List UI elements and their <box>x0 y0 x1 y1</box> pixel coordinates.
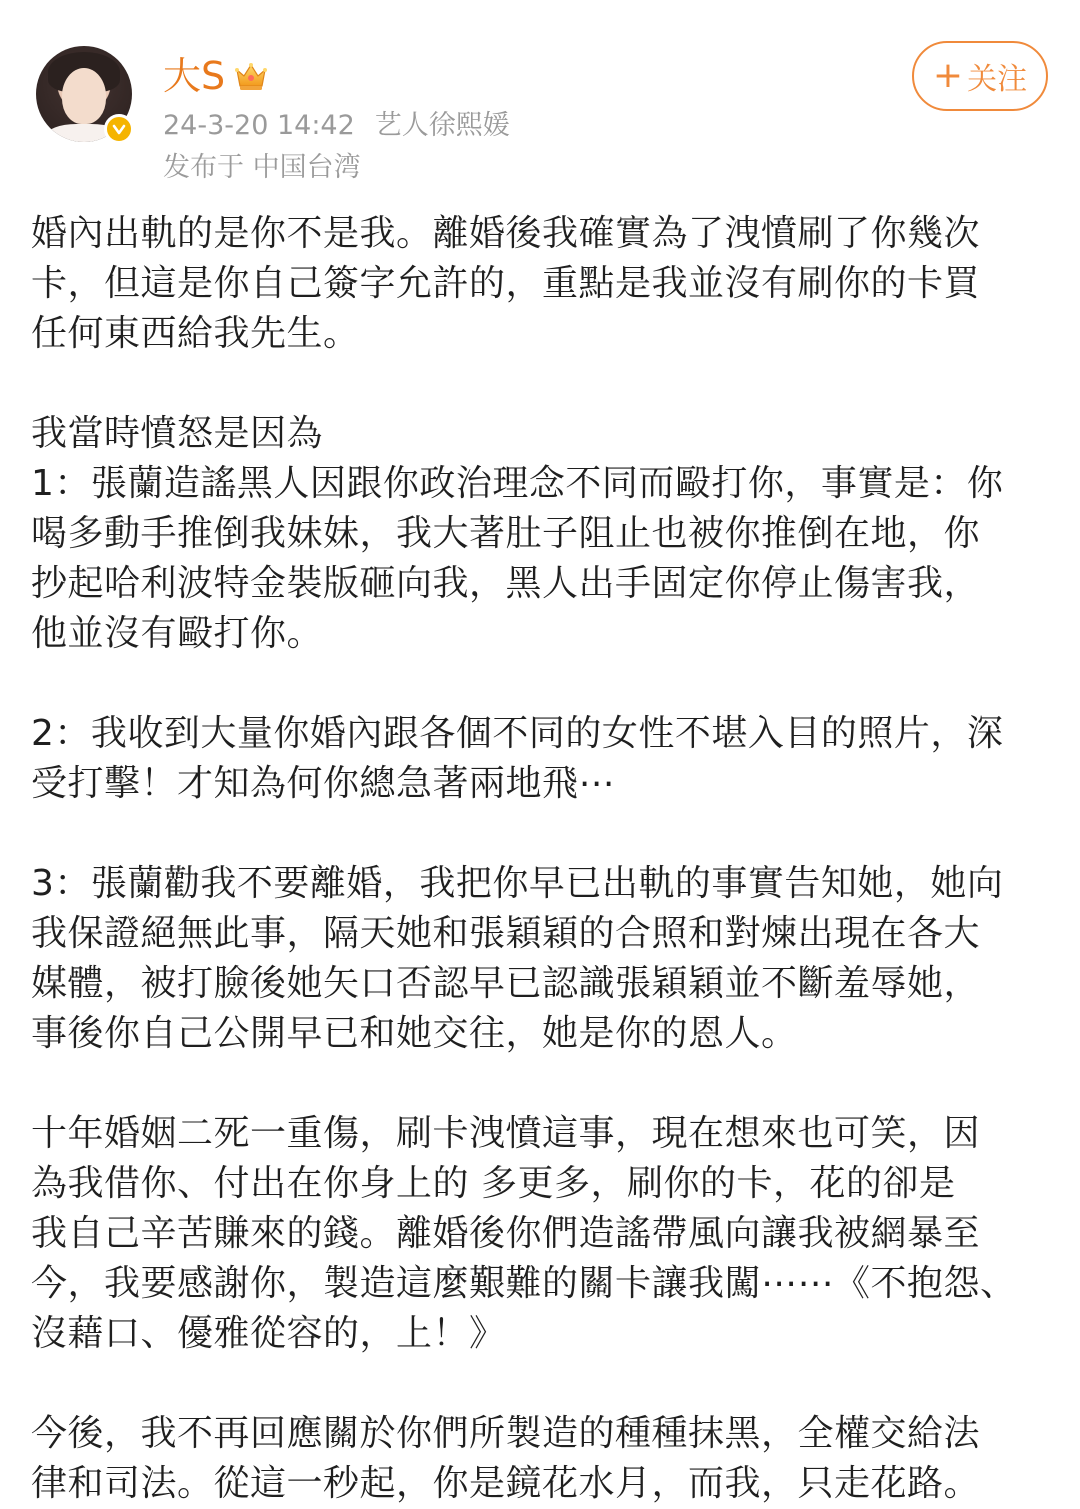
follow-button[interactable] <box>912 41 1048 111</box>
author-title: 艺人徐熙媛 <box>374 110 510 141</box>
post-body <box>31 209 1051 1509</box>
post-paragraph <box>31 859 1051 1059</box>
verified-badge-icon <box>104 114 134 144</box>
plus-icon: + <box>932 55 964 96</box>
post-meta <box>163 108 510 144</box>
post-paragraph <box>31 209 1051 359</box>
post-text-line: 婚內出軌的是你不是我。離婚後我確實為了洩憤刷了你幾次 <box>31 213 981 254</box>
post-header <box>0 0 1080 200</box>
post-timestamp: 24-3-20 14:42 <box>163 110 355 141</box>
paragraph-spacer <box>31 1059 1051 1109</box>
post-text-line: 卡，但這是你自己簽字允許的，重點是我並沒有刷你的卡買 <box>31 263 981 304</box>
post-text-line: 受打擊！才知為何你總急著兩地飛⋯ <box>31 763 616 804</box>
post-text-line: 事後你自己公開早已和她交往，她是你的恩人。 <box>31 1013 798 1054</box>
post-paragraph <box>31 1409 1051 1509</box>
post-text-line: 媒體，被打臉後她矢口否認早已認識張穎穎並不斷羞辱她， <box>31 963 981 1004</box>
post-paragraph <box>31 409 1051 659</box>
avatar[interactable] <box>36 46 132 142</box>
post-text-line: 今後，我不再回應關於你們所製造的種種抹黑，全權交給法 <box>31 1413 981 1454</box>
post-text-line: 沒藉口、優雅從容的，上！》 <box>31 1313 506 1354</box>
post-text-line: 我保證絕無此事，隔天她和張穎穎的合照和對煉出現在各大 <box>31 913 981 954</box>
username-row <box>163 52 269 100</box>
post-text-line: 任何東西給我先生。 <box>31 313 360 354</box>
post-location: 发布于 中国台湾 <box>163 152 361 183</box>
post-text-line: 律和司法。從這一秒起，你是鏡花水月，而我，只走花路。 <box>31 1463 981 1504</box>
post-text-line: 抄起哈利波特金裝版砸向我，黑人出手固定你停止傷害我， <box>31 563 981 604</box>
post-text-line: 3：張蘭勸我不要離婚，我把你早已出軌的事實告知她，她向 <box>31 863 1004 904</box>
post-text-line: 十年婚姻二死一重傷，刷卡洩憤這事，現在想來也可笑，因 <box>31 1113 981 1154</box>
post-paragraph <box>31 709 1051 809</box>
paragraph-spacer <box>31 809 1051 859</box>
post-text-line: 喝多動手推倒我妹妹，我大著肚子阻止也被你推倒在地，你 <box>31 513 981 554</box>
paragraph-spacer <box>31 359 1051 409</box>
crown-member-icon[interactable] <box>233 58 269 94</box>
post-text-line: 今，我要感謝你，製造這麼艱難的關卡讓我闖⋯⋯《不抱怨、 <box>31 1263 1017 1304</box>
paragraph-spacer <box>31 1359 1051 1409</box>
post-text-line: 2：我收到大量你婚內跟各個不同的女性不堪入目的照片，深 <box>31 713 1004 754</box>
post-text-line: 為我借你、付出在你身上的 多更多，刷你的卡，花的卻是 <box>31 1163 956 1204</box>
follow-label: 关注 <box>967 62 1028 97</box>
post-text-line: 他並沒有毆打你。 <box>31 613 324 654</box>
username[interactable]: 大S <box>163 54 226 98</box>
post-text-line: 我自己辛苦賺來的錢。離婚後你們造謠帶風向讓我被網暴至 <box>31 1213 981 1254</box>
paragraph-spacer <box>31 659 1051 709</box>
post-text-line: 我當時憤怒是因為 <box>31 413 324 454</box>
post-text-line: 1：張蘭造謠黑人因跟你政治理念不同而毆打你，事實是：你 <box>31 463 1004 504</box>
post-paragraph <box>31 1109 1051 1359</box>
